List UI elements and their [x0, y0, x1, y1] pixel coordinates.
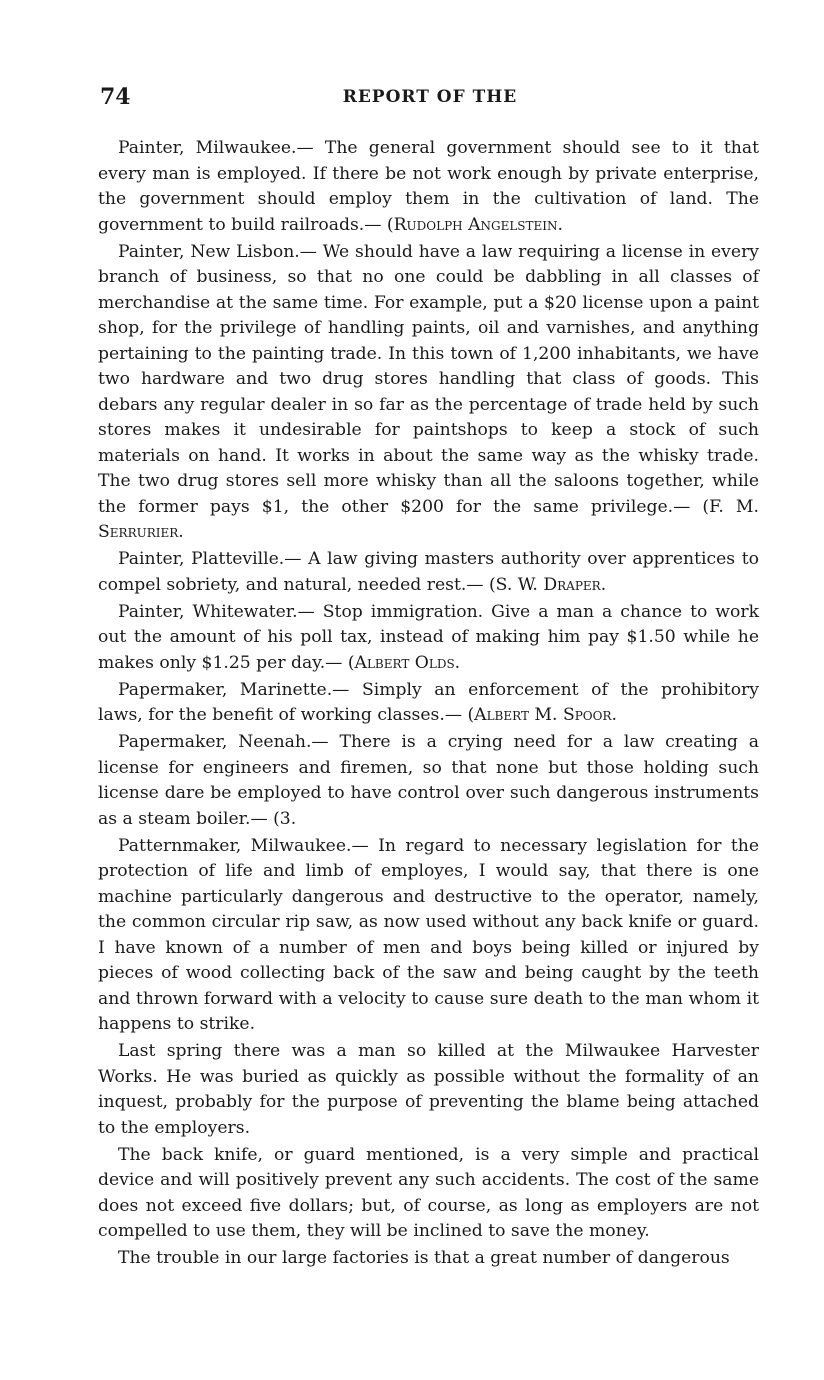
paragraph-large-factories: [98, 1246, 759, 1272]
paragraph-papermaker-neenah: [98, 730, 759, 832]
page-number: 74: [100, 84, 131, 110]
running-head: REPORT OF THE: [342, 87, 518, 107]
paragraph-text: In regard to necessary legislation for the protection of life and limb of employes, I would say, that there is one machine particularly dangerous and destructive to the operator, namely, the common circular rip saw, as now used without any back knife or guard. I have known of a number of men and boys being killed or injured by pieces of wood collecting back of the saw and being caught by the teeth and thrown forward with a velocity to cause sure death to the man whom it happens to strike.: [98, 835, 759, 1034]
paragraph-signature: F. M. Serrurier.: [98, 496, 759, 542]
paragraph-text: There is a crying need for a law creating a license for engineers and firemen, so that none but those holding such license dare be employed to have control over such dangerous instruments as a steam boiler.— (3.: [98, 732, 759, 829]
paragraph-harvester-works: [98, 1039, 759, 1141]
paragraph-lead: Papermaker, Marinette.—: [118, 679, 362, 700]
body-text: [98, 136, 759, 1273]
paragraph-text: We should have a law requiring a license in every branch of business, so that no one could be dabbling in all classes of merchandise at the same time. For example, put a $20 license upon a paint shop, for the privilege of handling paints, oil and varnishes, and anything pertaining to the painting trade. In this town of 1,200 inhabitants, we have two hardware and two drug stores handling that class of goods. This debars any regular dealer in so far as the percentage of trade held by such stores makes it undesirable for paintshops to keep a stock of such materials on hand. It works in about the same way as the whisky trade. The two drug stores sell more whisky than all the saloons together, while the former pays $1, the other $200 for the same privilege.— (: [98, 241, 759, 517]
paragraph-painter-platteville: [98, 547, 759, 598]
paragraph-signature: Rudolph Angelstein.: [393, 214, 563, 235]
paragraph-text: The general government should see to it that every man is employed. If there be not work enough by private enterprise, the government should employ them in the cultivation of land. The government to build railroads.— (: [98, 138, 760, 235]
paragraph-signature: S. W. Draper.: [495, 574, 607, 595]
paragraph-lead: Painter, Whitewater.—: [118, 601, 323, 622]
paragraph-text: Stop immigration. Give a man a chance to work out the amount of his poll tax, instead of making him pay $1.50 while he makes only $1.25 per day.— (: [98, 601, 759, 673]
paragraph-text: A law giving masters authority over apprentices to compel sobriety, and natural, needed rest.— (: [98, 549, 760, 595]
paragraph-patternmaker-milwaukee: [98, 834, 759, 1038]
paragraph-signature: Albert Olds.: [354, 652, 461, 673]
paragraph-lead: Painter, Milwaukee.—: [118, 138, 325, 158]
paragraph-painter-whitewater: [98, 600, 759, 677]
paragraph-papermaker-marinette: [98, 678, 759, 729]
paragraph-text: Last spring there was a man so killed at the Milwaukee Harvester Works. He was buried as quickly as possible without the formality of an inquest, probably for the purpose of preventing the blame being attached to the employers.: [98, 1041, 759, 1138]
paragraph-text: Simply an enforcement of the prohibitory laws, for the benefit of working classes.— (: [98, 679, 759, 725]
paragraph-painter-milwaukee: [98, 136, 759, 238]
paragraph-back-knife: [98, 1143, 759, 1245]
paragraph-lead: Papermaker, Neenah.—: [118, 732, 340, 752]
paragraph-signature: Albert M. Spoor.: [474, 705, 617, 725]
page-header: [100, 84, 760, 112]
paragraph-lead: Painter, New Lisbon.—: [118, 241, 323, 262]
paragraph-text: The trouble in our large factories is that a great number of dangerous: [118, 1248, 730, 1268]
paragraph-painter-new-lisbon: [98, 240, 759, 546]
paragraph-lead: Painter, Platteville.—: [118, 549, 309, 569]
paragraph-lead: Patternmaker, Milwaukee.—: [118, 835, 379, 856]
paragraph-text: The back knife, or guard mentioned, is a very simple and practical device and will positively prevent any such accidents. The cost of the same does not exceed five dollars; but, of course, as long as employers are not compelled to use them, they will be inclined to save the money.: [98, 1144, 759, 1241]
